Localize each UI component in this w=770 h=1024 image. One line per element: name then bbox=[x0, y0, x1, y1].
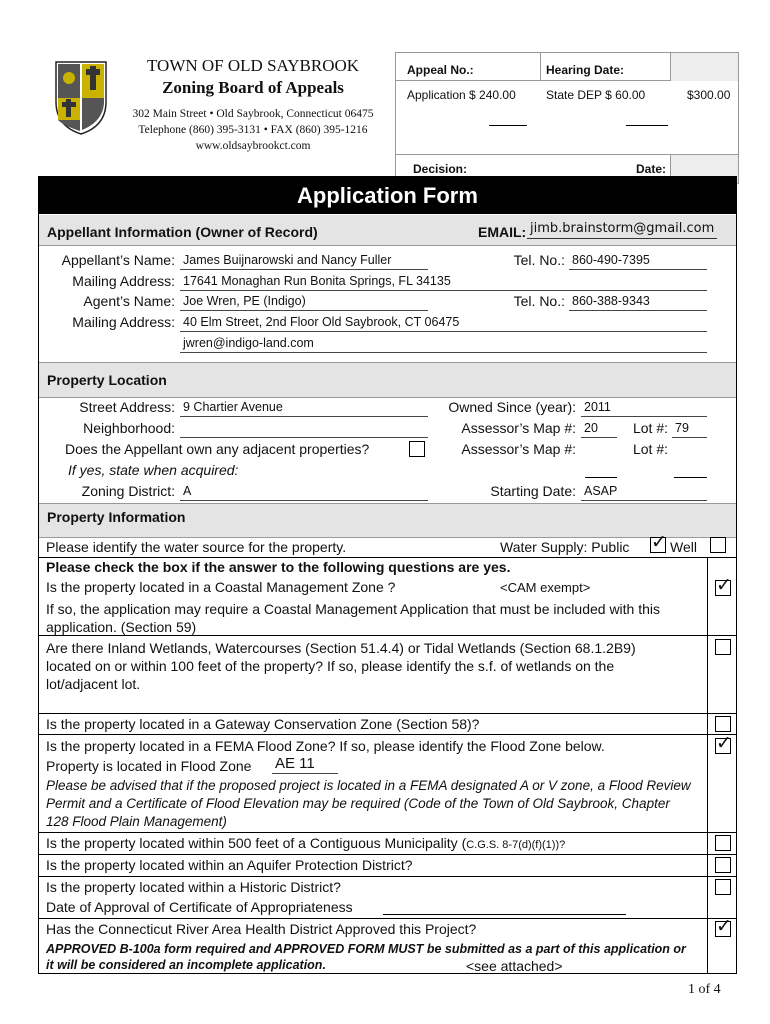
neighborhood-label: Neighborhood: bbox=[83, 420, 175, 436]
historic-date-field[interactable] bbox=[383, 914, 626, 915]
cam-checkbox[interactable] bbox=[715, 575, 732, 596]
flood-zone-label: Property is located in Flood Zone bbox=[46, 758, 252, 774]
health-question: Has the Connecticut River Area Health District Approved this Project? bbox=[46, 921, 477, 937]
agent-mailing-label: Mailing Address: bbox=[72, 314, 175, 330]
date-label: Date: bbox=[636, 162, 667, 176]
row-divider bbox=[39, 876, 736, 877]
lot-field[interactable]: 79 bbox=[672, 419, 707, 438]
health-checkbox[interactable] bbox=[715, 916, 732, 937]
if-yes-label: If yes, state when acquired: bbox=[68, 462, 239, 478]
cam-question: Is the property located in a Coastal Management Zone ? bbox=[46, 579, 396, 595]
office-use-box bbox=[395, 52, 739, 184]
gateway-question: Is the property located in a Gateway Conservation Zone (Section 58)? bbox=[46, 716, 480, 732]
agent-name-label: Agent’s Name: bbox=[83, 293, 175, 309]
map-label: Assessor’s Map #: bbox=[461, 420, 576, 436]
well-label: Well bbox=[670, 539, 697, 555]
property-section-title: Property Information bbox=[47, 509, 186, 525]
agent-tel-label: Tel. No.: bbox=[513, 293, 565, 309]
check-mark-icon: ✓ bbox=[716, 733, 732, 754]
agent-email-field[interactable]: jwren@indigo-land.com bbox=[180, 334, 707, 353]
contact-block bbox=[118, 106, 388, 154]
tel-field[interactable]: 860-490-7395 bbox=[569, 251, 707, 270]
tel-label: Tel. No.: bbox=[513, 252, 565, 268]
hearing-date-label: Hearing Date: bbox=[546, 63, 625, 77]
map2-line bbox=[585, 477, 617, 478]
total-fee: $300.00 bbox=[687, 88, 731, 102]
contiguous-question bbox=[46, 835, 565, 851]
agent-tel-field[interactable]: 860-388-9343 bbox=[569, 292, 707, 311]
historic-question: Is the property located within a Historic District? bbox=[46, 879, 341, 895]
flood-zone-field[interactable]: AE 11 bbox=[272, 755, 338, 774]
street-label: Street Address: bbox=[79, 399, 175, 415]
appeal-no-label: Appeal No.: bbox=[407, 63, 474, 77]
neighborhood-field[interactable] bbox=[180, 419, 428, 438]
fee-line-1 bbox=[489, 125, 527, 126]
fema-checkbox[interactable] bbox=[715, 733, 732, 754]
see-attached: <see attached> bbox=[466, 958, 563, 974]
fema-note: Please be advised that if the proposed project is located in a FEMA designated A or V zone, a Flood Review Permit and a Certificate of Flood Elevation may be required (Code of the Town of Old Saybrook, Chapter 128 Flood Plain Management) bbox=[46, 778, 691, 829]
owned-since-field[interactable]: 2011 bbox=[581, 398, 707, 417]
public-checkbox[interactable] bbox=[650, 532, 667, 553]
gateway-checkbox[interactable] bbox=[715, 716, 731, 732]
wetlands-question: Are there Inland Wetlands, Watercourses (Section 51.4.4) or Tidal Wetlands (Section 68.1.2B9) located on or within 100 feet of the property? If so, please identify the s.f. of wetlands on the lot/adjacent lot. bbox=[46, 640, 636, 692]
mailing-address-label: Mailing Address: bbox=[72, 273, 175, 289]
zoning-field[interactable]: A bbox=[180, 482, 428, 501]
lot2-line bbox=[674, 477, 707, 478]
check-mark-icon: ✓ bbox=[651, 532, 667, 553]
fema-question: Is the property located in a FEMA Flood Zone? If so, please identify the Flood Zone below. bbox=[46, 738, 605, 754]
board-name: Zoning Board of Appeals bbox=[162, 78, 344, 97]
row-divider bbox=[39, 713, 736, 714]
street-field[interactable]: 9 Chartier Avenue bbox=[180, 398, 428, 417]
row-divider bbox=[39, 832, 736, 833]
starting-date-field[interactable]: ASAP bbox=[581, 482, 707, 501]
phone-fax: Telephone (860) 395-3131 • FAX (860) 395-1216 bbox=[138, 124, 368, 136]
agent-name-field[interactable]: Joe Wren, PE (Indigo) bbox=[180, 292, 428, 311]
cam-note-text: If so, the application may require a Coastal Management Application that must be included with this application. (Section 59) bbox=[46, 601, 661, 635]
appellant-section-title: Appellant Information (Owner of Record) bbox=[47, 224, 318, 240]
map-field[interactable]: 20 bbox=[581, 419, 617, 438]
owned-since-label: Owned Since (year): bbox=[448, 399, 576, 415]
historic-checkbox[interactable] bbox=[715, 879, 731, 895]
location-section-title: Property Location bbox=[47, 372, 167, 388]
cam-note: <CAM exempt> bbox=[500, 580, 591, 595]
health-note: APPROVED B-100a form required and APPROVED FORM MUST be submitted as a part of this application or it will be considered an incomplete application. bbox=[46, 942, 686, 972]
contiguous-question-text: Is the property located within 500 feet of a Contiguous Municipality ( bbox=[46, 835, 467, 851]
contiguous-checkbox[interactable] bbox=[715, 835, 731, 851]
fee-line-2 bbox=[626, 125, 668, 126]
row-divider bbox=[39, 918, 736, 919]
row-divider bbox=[39, 557, 736, 558]
town-name: TOWN OF OLD SAYBROOK bbox=[146, 56, 360, 75]
checkbox-column-divider bbox=[707, 557, 708, 974]
appellant-name-field[interactable]: James Buijnarowski and Nancy Fuller bbox=[180, 251, 428, 270]
instructions: Please check the box if the answer to the following questions are yes. bbox=[46, 559, 511, 575]
email-field[interactable]: jimb.brainstorm@gmail.com bbox=[527, 220, 717, 239]
street-address: 302 Main Street • Old Saybrook, Connecticut 06475 bbox=[132, 108, 374, 120]
lot2-label: Lot #: bbox=[632, 441, 668, 457]
adjacent-question: Does the Appellant own any adjacent properties? bbox=[65, 441, 370, 457]
lot-label: Lot #: bbox=[632, 420, 668, 436]
application-fee: Application $ 240.00 bbox=[407, 88, 516, 102]
historic-date-label: Date of Approval of Certificate of Appropriateness bbox=[46, 899, 353, 915]
state-dep-fee: State DEP $ 60.00 bbox=[546, 88, 646, 102]
appellant-name-label: Appellant’s Name: bbox=[61, 252, 175, 268]
town-seal-logo bbox=[54, 60, 108, 136]
wetlands-checkbox[interactable] bbox=[715, 639, 731, 655]
check-mark-icon: ✓ bbox=[716, 575, 732, 596]
check-mark-icon: ✓ bbox=[716, 916, 732, 937]
row-divider bbox=[39, 635, 736, 636]
water-supply-label: Water Supply: Public bbox=[500, 539, 630, 555]
row-divider bbox=[39, 734, 736, 735]
page-number: 1 of 4 bbox=[688, 982, 721, 997]
water-question: Please identify the water source for the property. bbox=[46, 539, 347, 555]
starting-date-label: Starting Date: bbox=[490, 483, 576, 499]
row-divider bbox=[39, 854, 736, 855]
mailing-address-field[interactable]: 17641 Monaghan Run Bonita Springs, FL 34135 bbox=[180, 272, 707, 291]
email-label: EMAIL: bbox=[478, 224, 527, 240]
aquifer-question: Is the property located within an Aquifer Protection District? bbox=[46, 857, 413, 873]
decision-label: Decision: bbox=[413, 162, 468, 176]
cgs-reference: C.G.S. 8-7(d)(f)(1))? bbox=[466, 839, 566, 851]
well-checkbox[interactable] bbox=[710, 537, 726, 553]
zoning-label: Zoning District: bbox=[81, 483, 175, 499]
agent-mailing-field[interactable]: 40 Elm Street, 2nd Floor Old Saybrook, CT 06475 bbox=[180, 313, 707, 332]
aquifer-checkbox[interactable] bbox=[715, 857, 731, 873]
map2-label: Assessor’s Map #: bbox=[461, 441, 576, 457]
website: www.oldsaybrookct.com bbox=[195, 140, 311, 152]
form-title: Application Form bbox=[38, 176, 737, 214]
